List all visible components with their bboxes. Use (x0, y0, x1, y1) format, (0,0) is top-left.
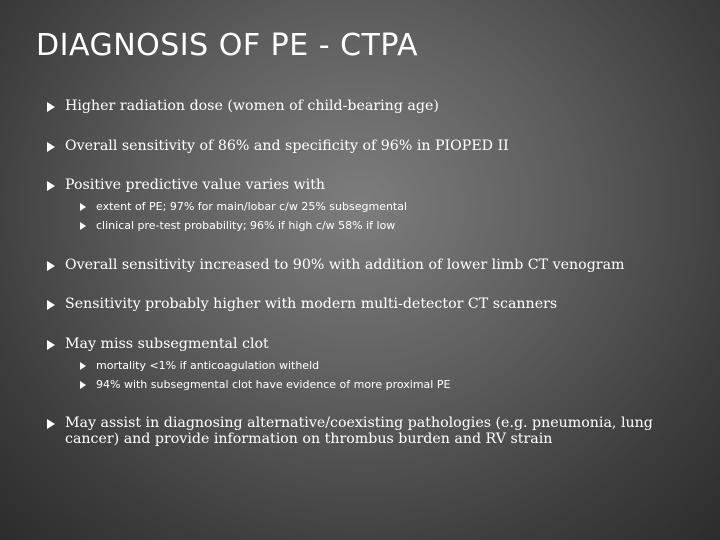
bullet-alternative-pathologies (47, 415, 707, 447)
slide-title: DIAGNOSIS OF PE - CTPA (36, 28, 419, 63)
sub-bullet-text: clinical pre-test probability; 96% if high c/w 58% if low (96, 219, 396, 232)
sub-bullet-proximal (80, 378, 700, 392)
bullet-arrow-icon (47, 261, 55, 271)
sub-bullet-mortality (80, 359, 700, 373)
sub-bullet-arrow-icon (80, 203, 86, 211)
bullet-text: May assist in diagnosing alternative/coexisting pathologies (e.g. pneumonia, lung cancer) and provide information on thrombus burden and RV strain (65, 415, 653, 447)
bullet-arrow-icon (47, 300, 55, 310)
bullet-text: May miss subsegmental clot (65, 336, 269, 352)
bullet-text: Positive predictive value varies with (65, 177, 326, 193)
sub-bullet-pretest (80, 219, 700, 233)
sub-bullet-arrow-icon (80, 362, 86, 370)
bullet-ppv (47, 177, 707, 193)
sub-bullet-text: mortality <1% if anticoagulation witheld (96, 359, 320, 372)
bullet-text: Higher radiation dose (women of child-bearing age) (65, 98, 439, 114)
sub-bullet-text: extent of PE; 97% for main/lobar c/w 25% subsegmental (96, 200, 408, 213)
sub-bullet-text: 94% with subsegmental clot have evidence of more proximal PE (96, 378, 451, 391)
bullet-sensitivity (47, 138, 707, 154)
bullet-radiation (47, 98, 707, 114)
bullet-venogram (47, 257, 707, 273)
bullet-arrow-icon (47, 102, 55, 112)
bullet-arrow-icon (47, 142, 55, 152)
bullet-text: Overall sensitivity increased to 90% with addition of lower limb CT venogram (65, 257, 625, 273)
bullet-multidetector (47, 296, 707, 312)
sub-bullet-arrow-icon (80, 381, 86, 389)
bullet-text: Sensitivity probably higher with modern multi-detector CT scanners (65, 296, 558, 312)
bullet-text: Overall sensitivity of 86% and specificity of 96% in PIOPED II (65, 138, 509, 154)
sub-bullet-extent (80, 200, 700, 214)
sub-bullet-arrow-icon (80, 222, 86, 230)
bullet-arrow-icon (47, 181, 55, 191)
bullet-arrow-icon (47, 340, 55, 350)
bullet-arrow-icon (47, 419, 55, 429)
bullet-subsegmental (47, 336, 707, 352)
